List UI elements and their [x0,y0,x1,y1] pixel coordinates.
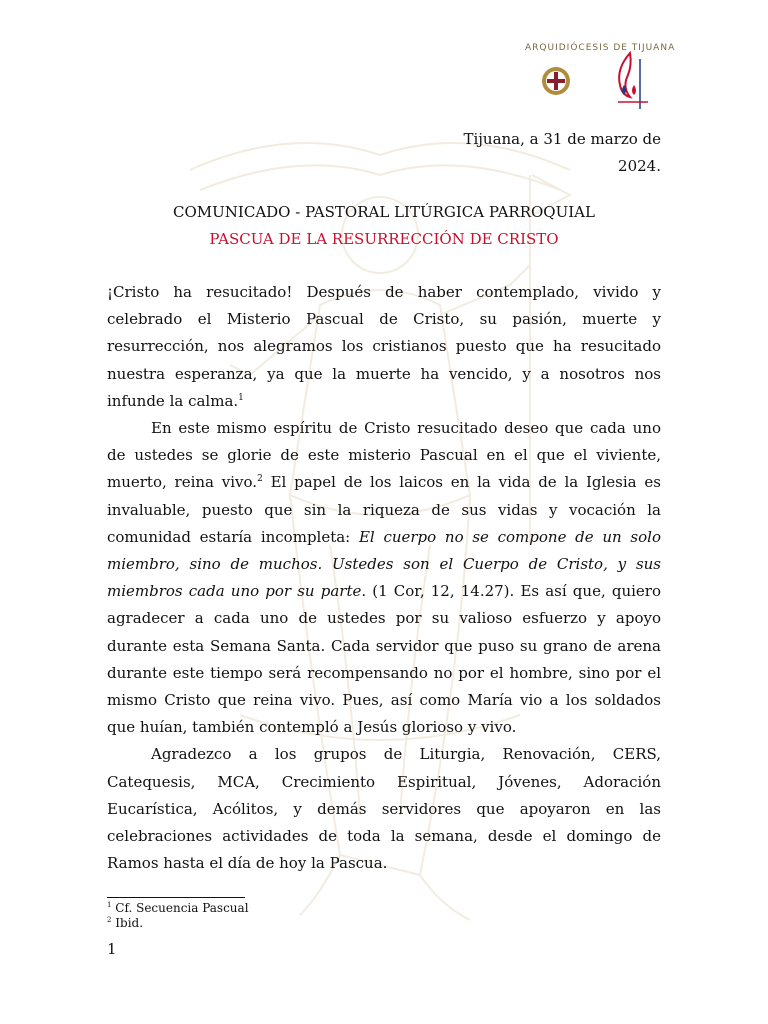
title-line-1: COMUNICADO - PASTORAL LITÚRGICA PARROQUIAL [173,203,595,221]
footnote-ref-2: 2 [257,474,263,485]
paragraph-2-text-a: En este mismo espíritu de Cristo resucitado deseo que cada uno de ustedes se glorie de este misterio Pascual en el que el viviente, muerto, reina vivo. [107,419,661,492]
paragraph-2-text-c: . (1 Cor, 12, 14.27). Es así que, quiero agradecer a cada uno de ustedes por su valioso esfuerzo y apoyo durante esta Semana Santa. Cada servidor que puso su grano de arena durante este tiempo será recompensando no por el hombre, sino por el mismo Cristo que reina vivo. Pues, así como María vio a los soldados que huían, también contempló a Jesús glorioso y vivo. [107,582,661,737]
footnote-1-num: 1 [107,901,112,909]
paragraph-3: Agradezco a los grupos de Liturgia, Renovación, CERS, Catequesis, MCA, Crecimiento Espiritual, Jóvenes, Adoración Eucarística, Acólitos, y demás servidores que apoyaron en las celebraciones actividades de toda la semana, desde el domingo de Ramos hasta el día de hoy la Pascua. [107,745,661,873]
paragraph-1-text: ¡Cristo ha resucitado! Después de haber contemplado, vivido y celebrado el Misterio Pascual de Cristo, su pasión, muerte y resurrección, nos alegramos los cristianos puesto que ha resucitado nuestra esperanza, ya que la muerte ha vencido, y a nosotros nos infunde la calma. [107,283,661,410]
footnotes [107,901,249,931]
archdiocese-seal-icon [525,43,676,112]
header-logos [525,43,676,112]
paragraph-2 [107,415,661,741]
footnote-divider [107,897,245,898]
page-number: 1 [107,940,117,958]
svg-text:ARQUIDIÓCESIS DE TIJUANA: ARQUIDIÓCESIS DE TIJUANA [525,43,676,53]
flame-drop-icon [610,51,650,111]
footnote-1 [107,901,249,916]
title-line-2: PASCUA DE LA RESURRECCIÓN DE CRISTO [209,230,559,248]
footnote-2-text: Ibid. [111,916,144,930]
date-line-1: Tijuana, a 31 de marzo de [463,130,661,148]
footnote-2 [107,916,249,931]
footnote-ref-1: 1 [238,392,244,403]
document-title [107,199,661,253]
paragraph-2-text-b: El papel de los laicos en la vida de la Iglesia es invaluable, puesto que sin la riqueza de sus vidas y vocación la comunidad estaría incompleta: [107,473,661,546]
footnote-2-num: 2 [107,916,112,924]
bible-quote: El cuerpo no se compone de un solo miembro, sino de muchos. Ustedes son el Cuerpo de Cristo, y sus miembros cada uno por su parte [107,527,661,601]
date-line-2: 2024. [618,157,661,175]
footnote-1-text: Cf. Secuencia Pascual [111,901,249,915]
date-line [440,126,661,180]
body-text [107,279,661,877]
paragraph-1 [107,279,661,415]
